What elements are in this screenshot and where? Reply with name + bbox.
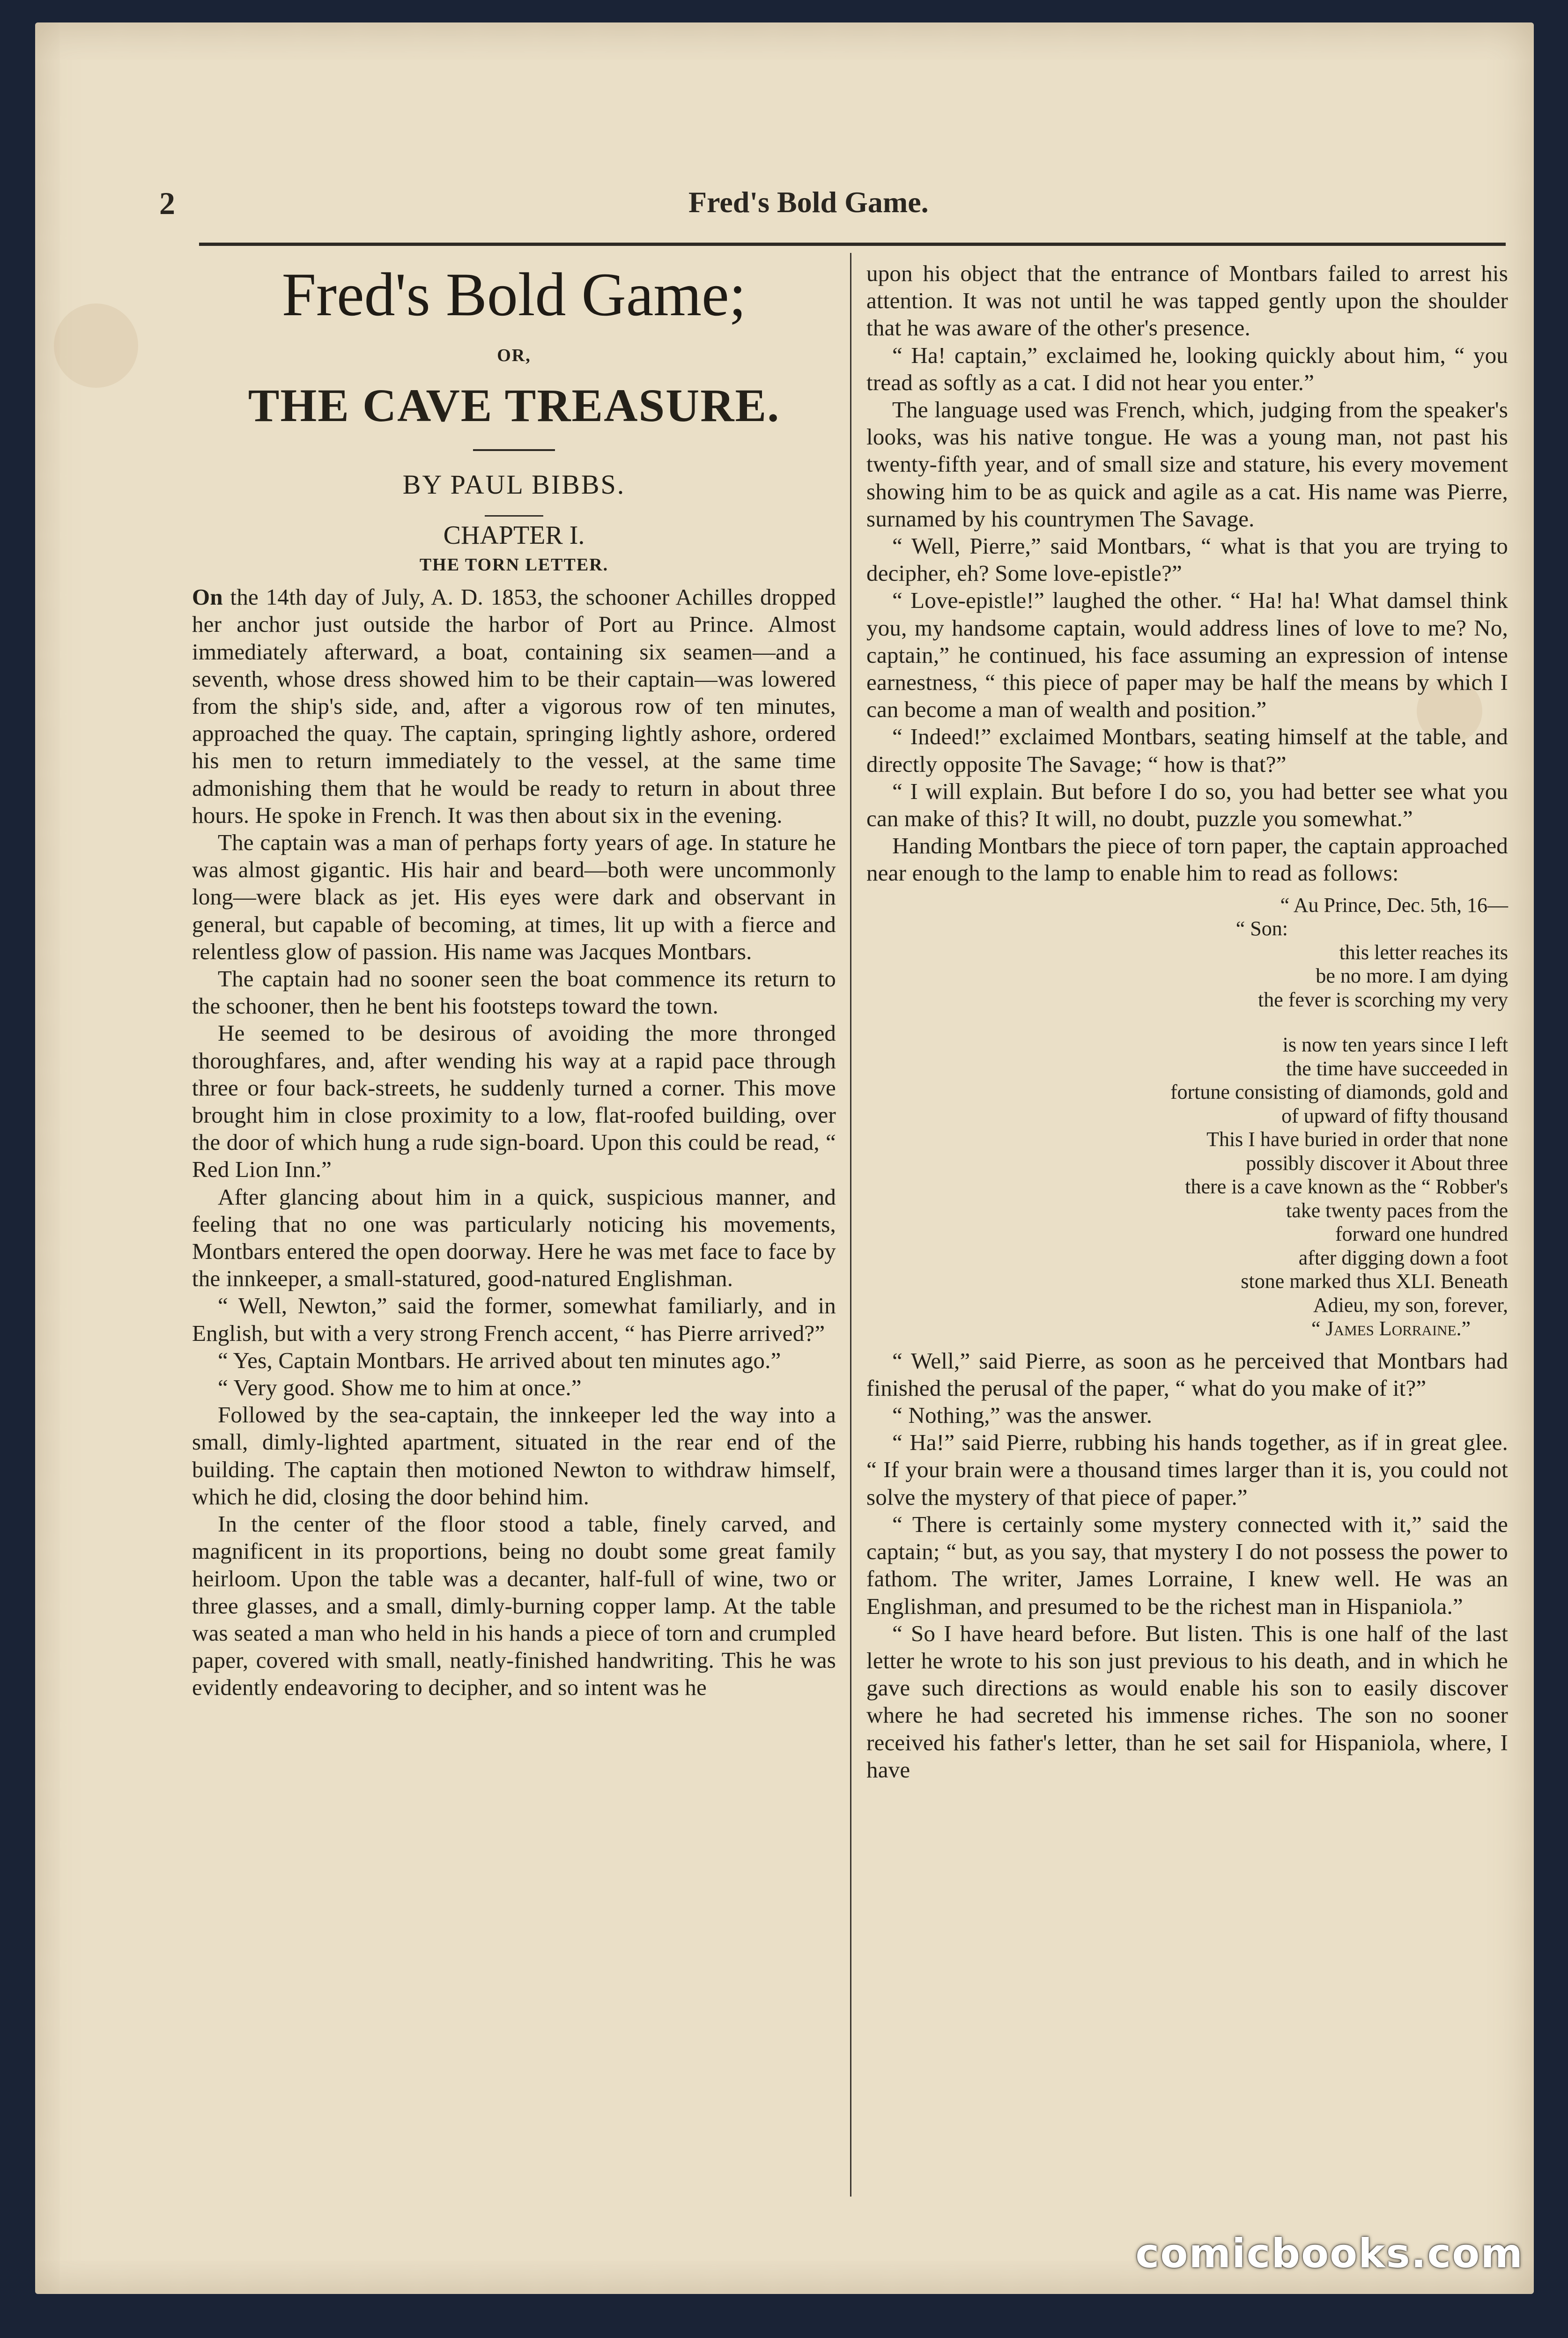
letter-line: This I have buried in order that none [1206,1128,1508,1151]
running-title: Fred's Bold Game. [688,185,929,219]
paragraph: The language used was French, which, judging from the speaker's looks, was his native tongue. He was a young man, not past his twenty-fifth year, and of small size and stature, his every movement showing him to be as quick and agile as a cat. His name was Pierre, surnamed by his countrymen The Savage. [866,397,1508,532]
letter-line: “ Au Prince, Dec. 5th, 16— [1280,893,1508,917]
paragraph: Handing Montbars the piece of torn paper, the captain approached near enough to the lamp to enable him to read as follows: [866,833,1508,886]
letter-line: fortune consisting of diamonds, gold and [1170,1080,1508,1104]
letter-line: there is a cave known as the “ Robber's [1185,1175,1508,1199]
byline-rule [485,515,543,517]
story-or: OR, [497,345,531,365]
chapter-heading: CHAPTER I. [443,520,585,550]
letter-line: possibly discover it About three [1246,1151,1508,1175]
paragraph: Followed by the sea-captain, the innkeeper led the way into a small, dimly-lighted apartment, situated in the rear end of the building. The captain then motioned Newton to withdraw himself, which he did, closing the door behind him. [192,1402,836,1509]
letter-line: the fever is scorching my very [1258,988,1508,1011]
paragraph: “ Well, Pierre,” said Montbars, “ what is that you are trying to decipher, eh? Some love-epistle?” [866,533,1508,586]
letter-line: take twenty paces from the [1286,1199,1508,1222]
paragraph: On the 14th day of July, A. D. 1853, the schooner Achilles dropped her anchor just outside the harbor of Port au Prince. Almost immediately afterward, a boat, containing six seamen—and a seventh, whose dress showed him to be their captain—was lowered from the ship's side, and, after a vigorous row of ten minutes, approached the quay. The captain, springing lightly ashore, ordered his men to return immediately to the vessel, at the same time admonishing them that he would be ready to return in about three hours. He spoke in French. It was then about six in the evening. [192,584,836,828]
paper-stain [54,303,138,388]
paragraph: upon his object that the entrance of Montbars failed to arrest his attention. It was not until he was tapped gently upon the shoulder that he was aware of the other's presence. [866,260,1508,341]
paragraph: The captain had no sooner seen the boat commence its return to the schooner, then he bent his footsteps toward the town. [192,966,836,1019]
paragraph: “ There is certainly some mystery connected with it,” said the captain; “ but, as you say, that mystery I do not possess the power to fathom. The writer, James Lorraine, I knew well. He was an Englishman, and presumed to be the richest man in Hispaniola.” [866,1511,1508,1619]
watermark: comicbooks.com [1135,2230,1524,2277]
byline: BY PAUL BIBBS. [402,469,626,500]
letter-line: this letter reaches its [1339,940,1508,964]
story-subtitle: THE CAVE TREASURE. [248,379,780,431]
page-number: 2 [159,185,175,221]
paragraph: “ Ha! captain,” exclaimed he, looking quickly about him, “ you tread as softly as a cat. I did not hear you enter.” [866,342,1508,395]
paragraph: “ Ha!” said Pierre, rubbing his hands together, as if in great glee. “ If your brain were a thousand times larger than it is, you could not solve the mystery of that piece of paper.” [866,1429,1508,1510]
column-divider [850,253,851,2197]
letter-line: is now ten years since I left [1282,1033,1508,1057]
letter-line: stone marked thus XLI. Beneath [1241,1270,1508,1293]
paragraph: “ Very good. Show me to him at once.” [218,1375,582,1401]
story-title: Fred's Bold Game; [281,260,747,329]
torn-letter [866,894,1508,1341]
letter-line: Adieu, my son, forever, [1313,1293,1508,1317]
paragraph: “ Love-epistle!” laughed the other. “ Ha! ha! What damsel think you, my handsome captain, would address lines of love to me? No, captain,” he continued, his face assuming an expression of intense earnestness, “ this piece of paper may be half the means by which I can become a man of wealth and position.” [866,587,1508,723]
letter-signature: “ James Lorraine.” [1311,1317,1471,1340]
letter-line: of upward of fifty thousand [1281,1104,1508,1127]
paragraph: “ I will explain. But before I do so, you had better see what you can make of this? It will, no doubt, puzzle you somewhat.” [866,778,1508,832]
paragraph: “ Nothing,” was the answer. [892,1402,1153,1428]
paragraph: He seemed to be desirous of avoiding the more thronged thoroughfares, and, after wending his way at a rapid pace through three or four back-streets, he suddenly turned a corner. This move brought him in close proximity to a low, flat-roofed building, over the door of which hung a rude sign-board. Upon this could be read, “ Red Lion Inn.” [192,1020,836,1183]
drop-cap: On [192,584,223,610]
letter-line: the time have succeeded in [1286,1057,1508,1080]
chapter-title: THE TORN LETTER. [419,555,609,575]
letter-line: be no more. I am dying [1316,964,1508,988]
paragraph: “ Well,” said Pierre, as soon as he perceived that Montbars had finished the perusal of the paper, “ what do you make of it?” [866,1347,1508,1401]
paragraph: “ Yes, Captain Montbars. He arrived about ten minutes ago.” [218,1347,781,1373]
letter-line: forward one hundred [1335,1222,1508,1246]
paragraph: The captain was a man of perhaps forty years of age. In stature he was almost gigantic. His hair and beard—both were uncommonly long—were black as jet. His eyes were dark and observant in general, but capable of becoming, at times, lit up with a fierce and relentless glow of passion. His name was Jacques Montbars. [192,829,836,964]
paragraph: After glancing about him in a quick, suspicious manner, and feeling that no one was particularly noticing his movements, Montbars entered the open doorway. Here he was met face to face by the innkeeper, a small-statured, good-natured Englishman. [192,1184,836,1292]
paragraph: “ Well, Newton,” said the former, somewhat familiarly, and in English, but with a very strong French accent, “ has Pierre arrived?” [192,1293,836,1346]
left-column [192,253,836,1702]
header-rule [199,243,1506,246]
letter-line: after digging down a foot [1298,1246,1508,1269]
paragraph: In the center of the floor stood a table, finely carved, and magnificent in its proportions, being no doubt some great family heirloom. Upon the table was a decanter, half-full of wine, two or three glasses, and a small, dimly-burning copper lamp. At the table was seated a man who held in his hands a piece of torn and crumpled paper, covered with small, neatly-finished handwriting. This he was evidently endeavoring to decipher, and so intent was he [192,1511,836,1701]
right-column [866,260,1508,1783]
paragraph: “ So I have heard before. But listen. This is one half of the last letter he wrote to his son just previous to his death, and in which he gave such directions as would enable his son to easily discover where he had secreted his immense riches. The son no sooner received his father's letter, than he set sail for Hispaniola, where, I have [866,1620,1508,1783]
letter-line: “ Son: [1235,917,1288,940]
paragraph: “ Indeed!” exclaimed Montbars, seating himself at the table, and directly opposite The Savage; “ how is that?” [866,724,1508,777]
title-rule [473,449,555,451]
